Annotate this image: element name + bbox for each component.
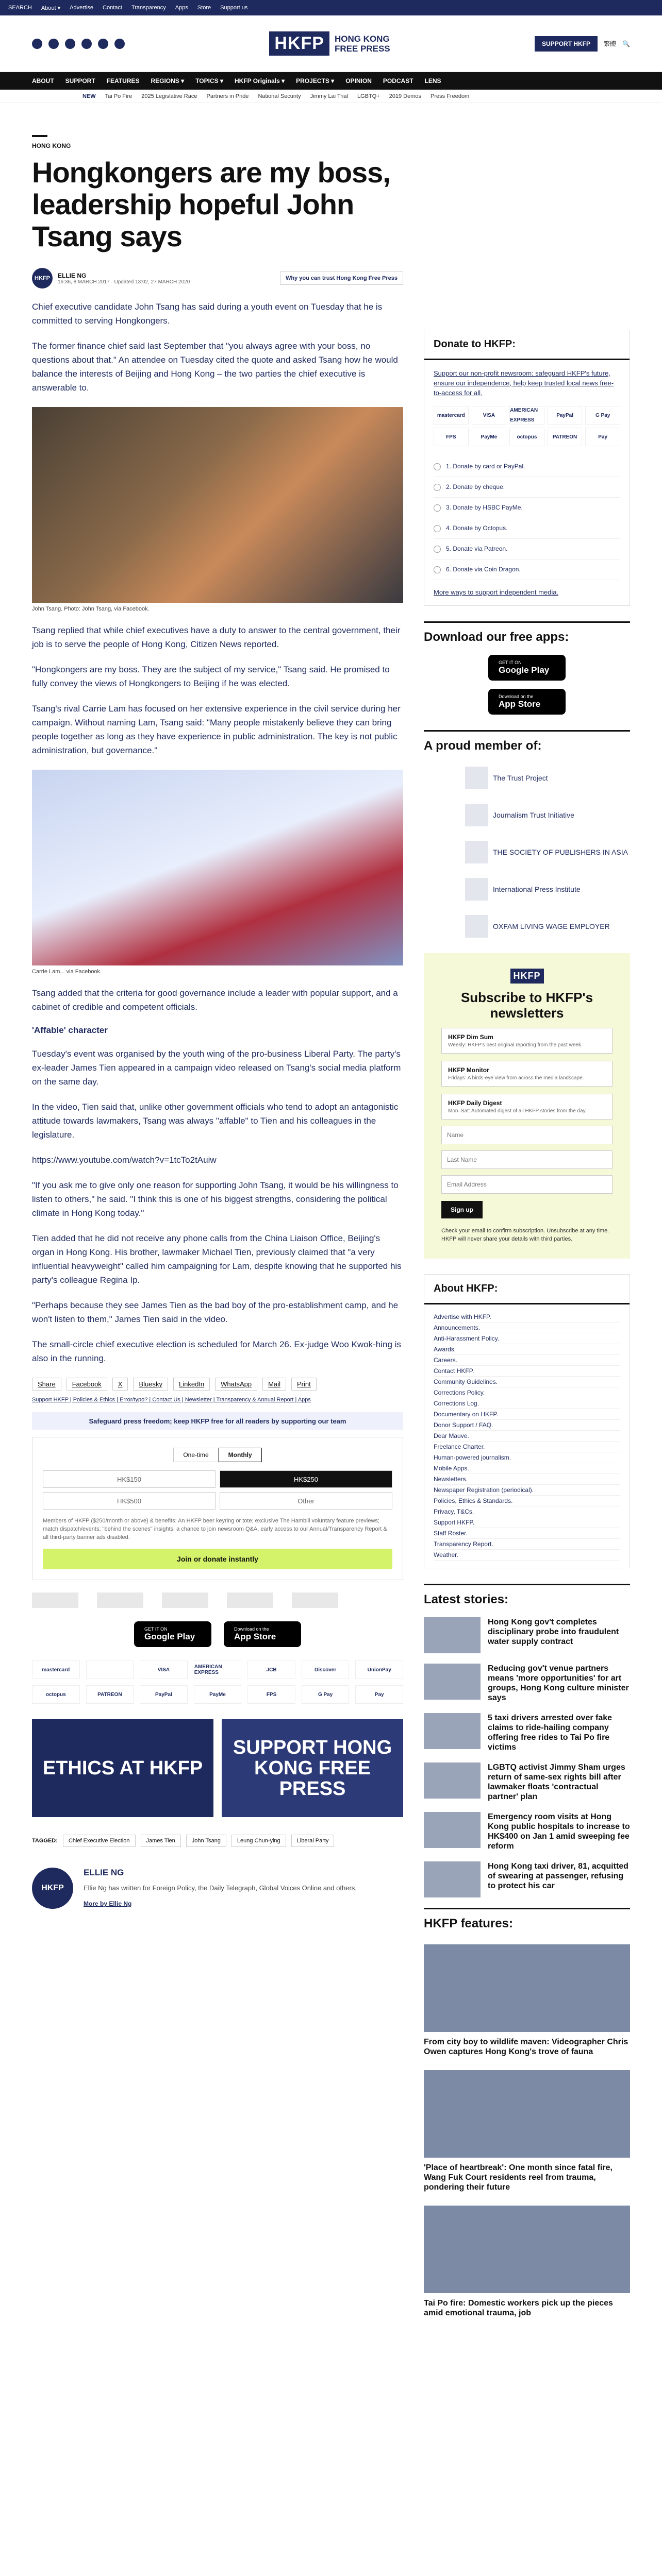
share-bluesky[interactable]: Bluesky: [133, 1378, 168, 1391]
byline: [32, 268, 403, 289]
photo-caption: Carrie Lam... via Facebook.: [32, 969, 102, 975]
author-bio: Ellie Ng has written for Foreign Policy, the Daily Telegraph, Global Voices Online and others.: [84, 1884, 357, 1892]
telegram-icon[interactable]: [114, 39, 125, 49]
story-thumbnail: [424, 1713, 481, 1749]
visa-icon: VISA: [472, 406, 507, 425]
author-box-avatar: HKFP: [32, 1868, 73, 1909]
more-by-author-link[interactable]: More by Ellie Ng: [84, 1900, 132, 1907]
twitter-icon[interactable]: [32, 39, 42, 49]
nav-lens[interactable]: LENS: [424, 77, 441, 84]
story-thumbnail: [424, 1861, 481, 1897]
nav-podcast[interactable]: PODCAST: [383, 77, 413, 84]
trust-project-logo[interactable]: [32, 1592, 78, 1608]
amount-150[interactable]: HK$150: [43, 1470, 216, 1488]
visa-icon[interactable]: VISA: [140, 1660, 188, 1679]
article-column: [32, 103, 424, 2318]
author-name[interactable]: ELLIE NG: [58, 272, 87, 279]
gpay-icon: G Pay: [585, 406, 620, 425]
radio-icon: [434, 484, 441, 491]
amex-icon: AMERICAN EXPRESS: [509, 406, 544, 425]
share-label: Share: [32, 1378, 61, 1391]
app-store-button[interactable]: Download on the App Store: [488, 689, 566, 715]
logo-line1: HONG KONG: [334, 33, 390, 44]
sidebar: [424, 103, 630, 2318]
tag[interactable]: Chief Executive Election: [63, 1835, 136, 1847]
about-link[interactable]: Staff Roster.: [434, 1528, 620, 1539]
support-hkfp-button[interactable]: SUPPORT HKFP: [535, 36, 598, 52]
applepay-icon[interactable]: Pay: [355, 1685, 403, 1704]
trending-item[interactable]: Press Freedom: [431, 93, 470, 99]
nav-topics[interactable]: TOPICS ▾: [195, 77, 223, 84]
unionpay-icon[interactable]: UnionPay: [355, 1660, 403, 1679]
more-ways-link[interactable]: More ways to support independent media.: [434, 588, 559, 596]
about-link[interactable]: Newspaper Registration (periodical).: [434, 1485, 620, 1496]
amount-250[interactable]: HK$250: [220, 1470, 392, 1488]
latest-story[interactable]: 5 taxi drivers arrested over fake claims to ride-hailing company offering free rides to Tai Po fire victims: [424, 1713, 630, 1752]
trending-item[interactable]: 2019 Demos: [389, 93, 422, 99]
donate-method[interactable]: 2. Donate by cheque.: [434, 477, 620, 498]
facebook-icon[interactable]: [48, 39, 59, 49]
about-link[interactable]: Freelance Charter.: [434, 1442, 620, 1452]
support-banner[interactable]: Safeguard press freedom; keep HKFP free for all readers by supporting our team: [32, 1412, 403, 1430]
paypal-icon: PayPal: [548, 406, 583, 425]
about-link[interactable]: Transparency Report.: [434, 1539, 620, 1550]
trending-item[interactable]: Partners in Pride: [206, 93, 249, 99]
nav-regions[interactable]: REGIONS ▾: [151, 77, 185, 84]
topbar-advertise[interactable]: Advertise: [70, 5, 94, 11]
instagram-icon[interactable]: [65, 39, 75, 49]
main-nav: [0, 72, 662, 90]
share-print[interactable]: Print: [291, 1378, 317, 1391]
share-mail[interactable]: Mail: [262, 1378, 286, 1391]
latest-story[interactable]: Reducing gov't venue partners means 'more opportunities' for art groups, Hong Kong culture minister says: [424, 1664, 630, 1703]
amount-other[interactable]: Other: [220, 1492, 392, 1510]
about-link[interactable]: Documentary on HKFP.: [434, 1409, 620, 1420]
article-body: [32, 300, 403, 1365]
about-heading: About HKFP:: [424, 1275, 630, 1304]
latest-story[interactable]: Hong Kong taxi driver, 81, acquitted of swearing at passenger, refusing to protect his car: [424, 1861, 630, 1897]
member-trust-project[interactable]: The Trust Project: [465, 767, 630, 789]
fps-icon[interactable]: FPS: [247, 1685, 295, 1704]
topbar-transparency[interactable]: Transparency: [131, 5, 166, 11]
feature-image: [424, 1944, 630, 2032]
octopus-icon[interactable]: octopus: [32, 1685, 80, 1704]
top-utility-bar: [0, 0, 662, 15]
logo-line2: FREE PRESS: [334, 43, 390, 54]
paragraph: Tuesday's event was organised by the youth wing of the pro-business Liberal Party. The party's ex-leader James Tien appeared in a campaign video released on Tsang's social media platform on the same day.: [32, 1049, 401, 1087]
donate-method[interactable]: 1. Donate by card or PayPal.: [434, 456, 620, 477]
apps-heading: Download our free apps:: [424, 621, 630, 645]
sopa-icon: [465, 841, 488, 863]
share-x[interactable]: X: [112, 1378, 128, 1391]
site-logo[interactable]: [269, 31, 390, 56]
trending-item[interactable]: Tai Po Fire: [105, 93, 133, 99]
jti-logo[interactable]: [97, 1592, 143, 1608]
sopa-logo[interactable]: [162, 1592, 208, 1608]
oxfam-icon: [465, 915, 488, 938]
trending-item[interactable]: 2025 Legislative Race: [141, 93, 197, 99]
nav-support[interactable]: SUPPORT: [65, 77, 95, 84]
trust-project-icon: [465, 767, 488, 789]
about-link[interactable]: Corrections Policy.: [434, 1387, 620, 1398]
donate-heading: Donate to HKFP:: [424, 330, 630, 360]
tag-list: [32, 1835, 403, 1847]
feature-story[interactable]: 'Place of heartbreak': One month since fatal fire, Wang Fuk Court residents reel from trauma, pondering their future: [424, 2070, 630, 2192]
author-avatar: HKFP: [32, 268, 53, 289]
fps-icon: FPS: [434, 428, 469, 446]
email-field[interactable]: [441, 1175, 613, 1194]
topbar-apps[interactable]: Apps: [175, 5, 188, 11]
member-logos: [32, 1592, 403, 1608]
ipi-icon: [465, 878, 488, 901]
amount-500[interactable]: HK$500: [43, 1492, 216, 1510]
radio-icon: [434, 525, 441, 532]
feature-image: [424, 2206, 630, 2293]
paragraph: Tien added that he did not receive any phone calls from the China Liaison Office, Beijing's organ in Hong Kong. His brother, lawmaker Michael Tien, previously claimed that "a very influential heavyweight" called him campaigning for Lam, despite knowing that he supported his party's colleague Regina Ip.: [32, 1233, 402, 1285]
donate-text[interactable]: Support our non-profit newsroom: safeguard HKFP's future, ensure our independence, help keep trusted local news free-to-access for all.: [434, 369, 614, 397]
article-photo: [32, 770, 403, 975]
payme-icon: PayMe: [472, 428, 507, 446]
tag[interactable]: James Tien: [141, 1835, 181, 1847]
paragraph: "Perhaps because they see James Tien as the bad boy of the pro-establishment camp, and he won't listen to them," James Tien said in the video.: [32, 1300, 399, 1324]
latest-heading: Latest stories:: [424, 1584, 630, 1607]
paypal-icon[interactable]: PayPal: [140, 1685, 188, 1704]
language-toggle[interactable]: 繁體: [604, 40, 617, 47]
about-link[interactable]: Anti-Harassment Policy.: [434, 1333, 620, 1344]
topbar-search[interactable]: SEARCH: [8, 5, 32, 11]
topbar-about[interactable]: About ▾: [41, 5, 61, 11]
search-icon[interactable]: 🔍: [622, 40, 630, 47]
member-benefits: Members of HKFP ($250/month or above) & benefits: An HKFP beer keyring or tote; exclusive The Hambill voluntary feature previews; match dispatch/events; "behind the scenes" insights; a chance to join newsroom Q&A, early access to our Annual/Transparency Report & all third-party banner ads disabled.: [43, 1518, 387, 1540]
ipi-logo[interactable]: [227, 1592, 273, 1608]
tab-one-time[interactable]: One-time: [173, 1448, 218, 1462]
features-heading: HKFP features:: [424, 1908, 630, 1931]
latest-story[interactable]: Hong Kong gov't completes disciplinary probe into fraudulent water supply contract: [424, 1617, 630, 1653]
site-header: [0, 15, 662, 72]
octopus-icon: octopus: [509, 428, 544, 446]
about-link[interactable]: Awards.: [434, 1344, 620, 1355]
topbar-contact[interactable]: Contact: [103, 5, 122, 11]
about-link[interactable]: Privacy, T&Cs.: [434, 1506, 620, 1517]
paragraph: The former finance chief said last September that "you always agree with your boss, no questions about that." An attendee on Tuesday cited the quote and asked Tsang how he would balance the interests of Beijing and Hong Kong – the two parties the chief executive is answerable to.: [32, 341, 398, 393]
tab-monthly[interactable]: Monthly: [219, 1448, 262, 1462]
trending-item[interactable]: National Security: [258, 93, 301, 99]
google-play-button[interactable]: [134, 1621, 211, 1647]
donate-widget: [32, 1437, 403, 1580]
last-name-field[interactable]: [441, 1150, 613, 1169]
story-thumbnail: [424, 1812, 481, 1848]
youtube-link[interactable]: https://www.youtube.com/watch?v=1tcTo2tAuiw: [32, 1155, 217, 1165]
nav-originals[interactable]: HKFP Originals ▾: [234, 77, 285, 84]
newsletter-disclaimer: Check your email to confirm subscription. Unsubscribe at any time. HKFP will never share your details with third parties.: [441, 1228, 609, 1242]
ethics-banner[interactable]: ETHICS AT HKFP: [32, 1719, 213, 1817]
about-link[interactable]: Announcements.: [434, 1323, 620, 1333]
payment-methods: [32, 1660, 403, 1704]
tag[interactable]: John Tsang: [186, 1835, 226, 1847]
tagged-label: TAGGED:: [32, 1838, 58, 1844]
about-link[interactable]: Advertise with HKFP.: [434, 1312, 620, 1323]
donate-sidebar-box: [424, 330, 630, 606]
applepay-icon: Pay: [585, 428, 620, 446]
share-linkedin[interactable]: LinkedIn: [173, 1378, 210, 1391]
share-facebook[interactable]: Facebook: [67, 1378, 107, 1391]
latest-story[interactable]: LGBTQ activist Jimmy Sham urges return of same-sex rights bill after lawmaker floats 'contractual partner' plan: [424, 1762, 630, 1802]
latest-stories: [424, 1584, 630, 1897]
radio-icon: [434, 463, 441, 470]
patreon-icon[interactable]: PATREON: [86, 1685, 134, 1704]
paragraph: Tsang's rival Carrie Lam has focused on her extensive experience in the civil service during her campaign. Without naming Lam, Tsang said: "Many people mistakenly believe they can bring people together as long as they have experience in public administration. The key is not public administration, but governance.": [32, 704, 401, 755]
jcb-icon[interactable]: JCB: [247, 1660, 295, 1679]
donate-method[interactable]: 4. Donate by Octopus.: [434, 518, 620, 539]
john-tsang-photo: [32, 407, 403, 603]
about-link[interactable]: Newsletters.: [434, 1474, 620, 1485]
story-thumbnail: [424, 1664, 481, 1700]
name-field[interactable]: [441, 1126, 613, 1144]
member-sopa[interactable]: THE SOCIETY OF PUBLISHERS IN ASIA: [465, 841, 630, 863]
member-heading: A proud member of:: [424, 730, 630, 753]
support-video-banner[interactable]: SUPPORT HONG KONG FREE PRESS: [222, 1719, 403, 1817]
linkedin-icon[interactable]: [81, 39, 92, 49]
share-whatsapp[interactable]: WhatsApp: [215, 1378, 257, 1391]
radio-icon: [434, 546, 441, 553]
member-jti[interactable]: Journalism Trust Initiative: [465, 804, 630, 826]
latest-story[interactable]: Emergency room visits at Hong Kong public hospitals to increase to HK$400 on Jan 1 amid sweeping fee reform: [424, 1812, 630, 1851]
gpay-icon[interactable]: G Pay: [302, 1685, 350, 1704]
trending-bar: [0, 90, 662, 103]
paragraph: "If you ask me to give only one reason for supporting John Tsang, it would be his willingness to listen to others," he said. "I think this is one of his biggest strengths, considering the political climate in Hong Kong today.": [32, 1180, 399, 1218]
mastercard-icon: mastercard: [434, 406, 469, 425]
tag[interactable]: Leung Chun-ying: [231, 1835, 286, 1847]
newsletter-dimsum[interactable]: HKFP Dim Sum Weekly: HKFP's best original reporting from the past week.: [441, 1028, 613, 1054]
as-label: App Store: [234, 1632, 276, 1641]
tag[interactable]: Liberal Party: [291, 1835, 335, 1847]
trending-item[interactable]: LGBTQ+: [357, 93, 380, 99]
as-small: Download on the: [234, 1626, 269, 1632]
paragraph: The small-circle chief executive election is scheduled for March 26. Ex-judge Woo Kwok-hing is also in the running.: [32, 1340, 401, 1363]
article-photo: [32, 407, 403, 612]
card-icon[interactable]: [86, 1660, 134, 1679]
footer-links[interactable]: Support HKFP | Policies & Ethics | Error/typo? | Contact Us | Newsletter | Transparency & Annual Report | Apps: [32, 1397, 311, 1403]
donate-method[interactable]: 6. Donate via Coin Dragon.: [434, 560, 620, 580]
gp-small: GET IT ON: [144, 1626, 168, 1632]
carrie-lam-photo: [32, 770, 403, 965]
app-store-button[interactable]: [224, 1621, 301, 1647]
about-link[interactable]: Careers.: [434, 1355, 620, 1366]
section-heading: 'Affable' character: [32, 1025, 108, 1035]
features-section: [424, 1908, 630, 2318]
nav-about[interactable]: ABOUT: [32, 77, 54, 84]
feature-story[interactable]: From city boy to wildlife maven: Videographer Chris Owen captures Hong Kong's trove of fauna: [424, 1944, 630, 2057]
radio-icon: [434, 566, 441, 573]
about-link[interactable]: Human-powered journalism.: [434, 1452, 620, 1463]
logo-mark: HKFP: [269, 31, 329, 56]
nav-features[interactable]: FEATURES: [106, 77, 140, 84]
trending-item[interactable]: Jimmy Lai Trial: [310, 93, 348, 99]
member-ipi[interactable]: International Press Institute: [465, 878, 630, 901]
article-title: Hongkongers are my boss, leadership hopeful John Tsang says: [32, 156, 390, 252]
nav-opinion[interactable]: OPINION: [345, 77, 372, 84]
youtube-icon[interactable]: [98, 39, 108, 49]
trust-badge[interactable]: Why you can trust Hong Kong Free Press: [280, 272, 403, 285]
story-thumbnail: [424, 1617, 481, 1653]
google-play-button[interactable]: GET IT ON Google Play: [488, 655, 566, 681]
paragraph: "Hongkongers are my boss. They are the subject of my service," Tsang said. He promised to fully convey the views of Hongkongers to Beijing if he was elected.: [32, 665, 390, 688]
article-kicker[interactable]: HONG KONG: [32, 142, 71, 149]
story-thumbnail: [424, 1762, 481, 1799]
about-link[interactable]: Contact HKFP.: [434, 1366, 620, 1377]
patreon-icon: PATREON: [548, 428, 583, 446]
about-link[interactable]: Community Guidelines.: [434, 1377, 620, 1387]
author-box-name[interactable]: ELLIE NG: [84, 1868, 124, 1877]
about-link[interactable]: Support HKFP.: [434, 1517, 620, 1528]
join-button[interactable]: Join or donate instantly: [43, 1549, 392, 1569]
about-link[interactable]: Weather.: [434, 1550, 620, 1561]
feature-image: [424, 2070, 630, 2158]
topbar-store[interactable]: Store: [197, 5, 211, 11]
photo-caption: John Tsang. Photo: John Tsang, via Facebook.: [32, 606, 150, 612]
signup-button[interactable]: Sign up: [441, 1201, 483, 1218]
newsletter-signup: [424, 953, 630, 1259]
newsletter-heading: Subscribe to HKFP's newsletters: [460, 990, 593, 1021]
paragraph: Tsang added that the criteria for good governance include a leader with popular support, and a cabinet of credible and competent officials.: [32, 988, 398, 1012]
amex-icon[interactable]: AMERICAN EXPRESS: [194, 1660, 242, 1679]
donate-method[interactable]: 3. Donate by HSBC PayMe.: [434, 498, 620, 518]
about-link[interactable]: Dear Mauve.: [434, 1431, 620, 1442]
nav-projects[interactable]: PROJECTS ▾: [296, 77, 335, 84]
paragraph: In the video, Tien said that, unlike other government officials who tend to adopt an antagonistic attitude towards lawmakers, Tsang was always "affable" to Tien and his colleagues in the legislature.: [32, 1102, 399, 1140]
gp-label: Google Play: [144, 1632, 195, 1641]
paragraph: Chief executive candidate John Tsang has said during a youth event on Tuesday that he is committed to serving Hongkongers.: [32, 302, 383, 326]
oxfam-logo[interactable]: [292, 1592, 338, 1608]
about-link[interactable]: Policies, Ethics & Standards.: [434, 1496, 620, 1506]
member-oxfam[interactable]: OXFAM LIVING WAGE EMPLOYER: [465, 915, 630, 938]
author-box: [32, 1868, 403, 1909]
about-link[interactable]: Corrections Log.: [434, 1398, 620, 1409]
share-bar: [32, 1378, 403, 1391]
article-date: 16:36, 8 MARCH 2017 · Updated 13:02, 27 MARCH 2020: [58, 279, 190, 285]
newsletter-digest[interactable]: HKFP Daily Digest Mon–Sat: Automated digest of all HKFP stories from the day.: [441, 1094, 613, 1120]
donate-method[interactable]: 5. Donate via Patreon.: [434, 539, 620, 560]
trending-label: NEW: [82, 93, 96, 99]
discover-icon[interactable]: Discover: [302, 1660, 350, 1679]
about-link[interactable]: Mobile Apps.: [434, 1463, 620, 1474]
social-links: [32, 39, 125, 49]
about-link[interactable]: Donor Support / FAQ.: [434, 1420, 620, 1431]
payme-icon[interactable]: PayMe: [194, 1685, 242, 1704]
radio-icon: [434, 504, 441, 512]
mastercard-icon[interactable]: mastercard: [32, 1660, 80, 1679]
topbar-support[interactable]: Support us: [220, 5, 248, 11]
feature-story[interactable]: Tai Po fire: Domestic workers pick up the pieces amid emotional trauma, job: [424, 2206, 630, 2318]
paragraph: Tsang replied that while chief executives have a duty to answer to the central government, their job is to serve the people of Hong Kong, Citizen News reported.: [32, 625, 401, 649]
newsletter-monitor[interactable]: HKFP Monitor Fridays: A birds-eye view from across the media landscape.: [441, 1061, 613, 1087]
about-box: [424, 1274, 630, 1568]
newsletter-logo: HKFP: [510, 969, 544, 984]
jti-icon: [465, 804, 488, 826]
